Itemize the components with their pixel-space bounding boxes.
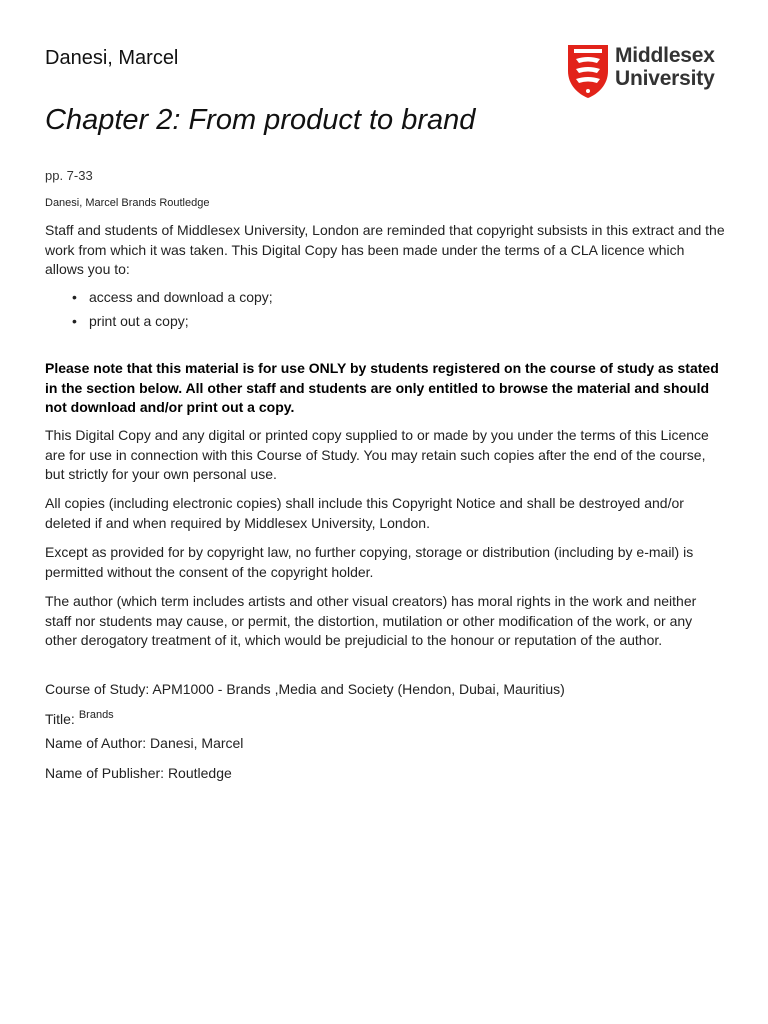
list-item: • print out a copy; <box>72 312 273 336</box>
page-range: pp. 7-33 <box>45 168 93 183</box>
author-name: Danesi, Marcel <box>45 47 179 69</box>
list-item: • access and download a copy; <box>72 288 273 312</box>
author-field: Name of Author: Danesi, Marcel <box>45 735 244 751</box>
permission-list <box>72 288 273 336</box>
title-value: Brands <box>78 709 114 721</box>
chapter-title: Chapter 2: From product to brand <box>45 104 476 136</box>
title-label: Title: <box>45 711 75 727</box>
logo-text-line2: University <box>615 67 715 90</box>
university-logo <box>566 43 731 99</box>
paragraph-usage: This Digital Copy and any digital or printed copy supplied to or made by you under the terms of this Licence are for use in connection with this Course of Study. You may retain such copies after the end of the course, but strictly for your own personal use. <box>45 427 709 482</box>
title-field <box>45 711 114 727</box>
paragraph-copies: All copies (including electronic copies) shall include this Copyright Notice and shall be destroyed and/or deleted if and when required by Middlesex University, London. <box>45 495 684 531</box>
citation: Danesi, Marcel Brands Routledge <box>45 197 210 209</box>
intro-paragraph: Staff and students of Middlesex University, London are reminded that copyright subsists in this extract and the work from which it was taken. This Digital Copy has been made under the terms of a CLA licence which allows you to: <box>45 222 725 277</box>
paragraph-copyright-law: Except as provided for by copyright law, no further copying, storage or distribution (including by e-mail) is permitted without the consent of the copyright holder. <box>45 544 694 580</box>
restriction-note: Please note that this material is for use ONLY by students registered on the course of study as stated in the section below. All other staff and students are only entitled to browse the material and should not download and/or print out a copy. <box>45 360 719 415</box>
logo-text-line1: Middlesex <box>615 44 715 67</box>
three-seaxes-shield-icon <box>566 43 610 99</box>
paragraph-moral-rights: The author (which term includes artists and other visual creators) has moral rights in the work and neither staff nor students may cause, or permit, the distortion, mutilation or other modification of the work, or any other derogatory treatment of it, which would be prejudicial to the honour or reputation of the author. <box>45 593 697 648</box>
publisher-field: Name of Publisher: Routledge <box>45 765 232 781</box>
course-of-study: Course of Study: APM1000 - Brands ,Media and Society (Hendon, Dubai, Mauritius) <box>45 681 565 697</box>
